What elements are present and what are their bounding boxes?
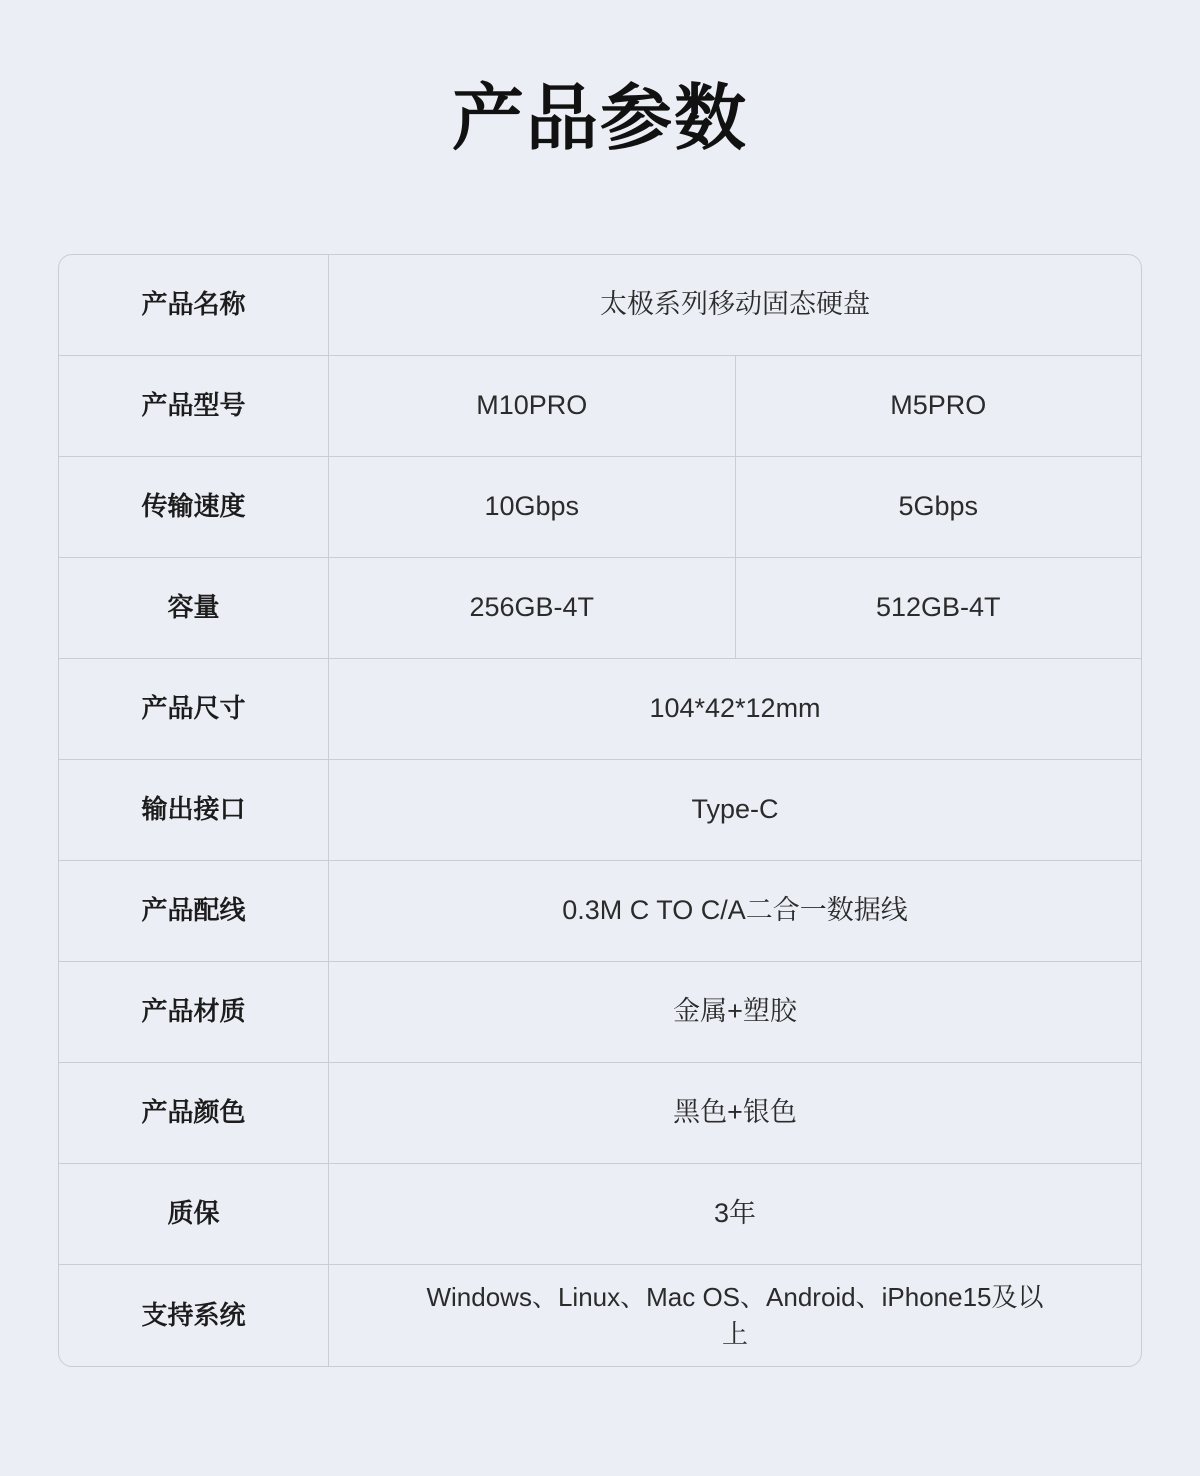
table-row <box>59 659 1141 760</box>
spec-value-text: Windows、Linux、Mac OS、Android、iPhone15及以上 <box>426 1281 1044 1349</box>
spec-label: 产品配线 <box>59 861 329 961</box>
spec-value-capacity-m10pro: 256GB-4T <box>329 558 736 658</box>
spec-value: 太极系列移动固态硬盘 <box>600 289 870 320</box>
spec-label: 产品名称 <box>59 255 329 355</box>
table-row <box>59 861 1141 962</box>
spec-label: 支持系统 <box>59 1265 329 1366</box>
spec-label: 传输速度 <box>59 457 329 557</box>
table-row <box>59 457 1141 558</box>
spec-value: 0.3M C TO C/A二合一数据线 <box>562 895 908 926</box>
spec-value-speed-m10pro: 10Gbps <box>329 457 736 557</box>
spec-label: 产品尺寸 <box>59 659 329 759</box>
spec-label: 产品材质 <box>59 962 329 1062</box>
page-title: 产品参数 <box>451 79 748 159</box>
spec-label: 容量 <box>59 558 329 658</box>
spec-value: 金属+塑胶 <box>673 996 797 1027</box>
table-row <box>59 558 1141 659</box>
spec-value-speed-m5pro: 5Gbps <box>898 491 979 522</box>
spec-value-model-m10pro: M10PRO <box>329 356 736 456</box>
spec-value-supported-systems <box>329 1265 1141 1366</box>
spec-value-model-m5pro: M5PRO <box>890 390 987 421</box>
table-row <box>59 760 1141 861</box>
spec-table <box>58 254 1142 1367</box>
table-row <box>59 1164 1141 1265</box>
spec-value: 3年 <box>713 1198 757 1229</box>
table-row <box>59 356 1141 457</box>
spec-label: 产品型号 <box>59 356 329 456</box>
table-row <box>59 255 1141 356</box>
spec-value: 104*42*12mm <box>649 693 821 724</box>
table-row <box>59 962 1141 1063</box>
spec-value-capacity-m5pro: 512GB-4T <box>875 592 1001 623</box>
spec-label: 质保 <box>59 1164 329 1264</box>
spec-label: 输出接口 <box>59 760 329 860</box>
spec-value: 黑色+银色 <box>673 1097 797 1128</box>
table-row <box>59 1265 1141 1366</box>
spec-value: Type-C <box>691 794 779 825</box>
table-row <box>59 1063 1141 1164</box>
spec-label: 产品颜色 <box>59 1063 329 1163</box>
